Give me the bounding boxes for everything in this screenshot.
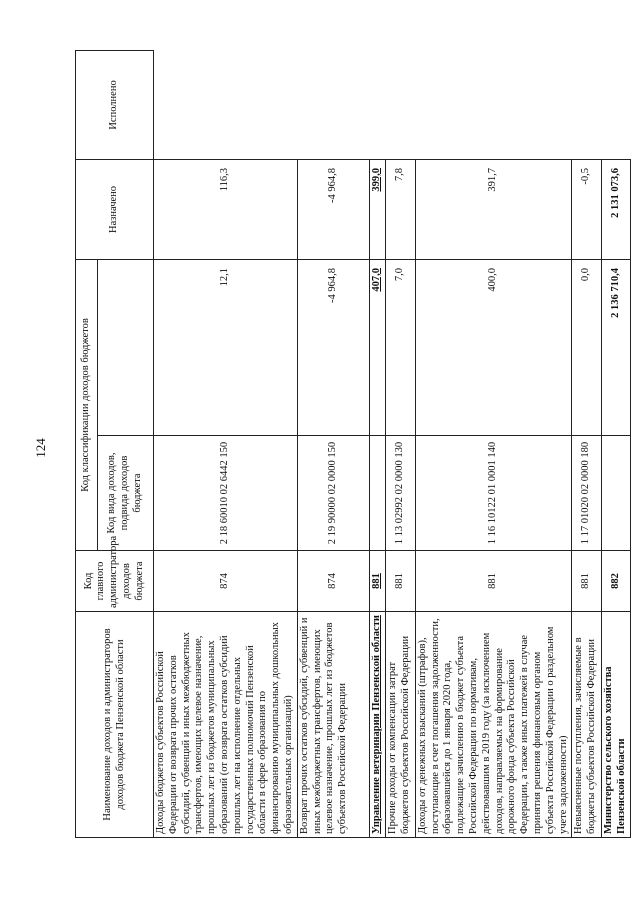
header-executed: Исполнено [76, 50, 154, 159]
row-assigned: 2 136 710,4 [602, 259, 631, 435]
row-name: Прочие доходы от компенсации затрат бюджетов субъектов Российской Федерации [385, 612, 415, 838]
row-type-code: 1 16 10122 01 0001 140 [415, 436, 572, 551]
table-row [369, 50, 385, 837]
table-row [297, 50, 369, 837]
row-type-code: 1 13 02992 02 0000 130 [385, 436, 415, 551]
row-executed: -0,5 [572, 159, 602, 259]
row-admin-code: 874 [154, 551, 298, 612]
row-admin-code: 881 [385, 551, 415, 612]
row-admin-code: 874 [297, 551, 369, 612]
row-type-code [369, 436, 385, 551]
row-name: Невыясненные поступления, зачисляемые в бюджеты субъектов Российской Федерации [572, 612, 602, 838]
header-admin-code: Код главного администратора доходов бюджета [76, 551, 154, 612]
row-executed: 2 131 073,6 [602, 159, 631, 259]
row-type-code: 2 19 90000 02 0000 150 [297, 436, 369, 551]
row-executed: -4 964,8 [297, 159, 369, 259]
header-classification: Код классификации доходов бюджетов [76, 259, 98, 550]
revenue-table [75, 50, 631, 838]
table-row [385, 50, 415, 837]
row-name: Доходы бюджетов субъектов Российской Федерации от возврата прочих остатков субсидий, субвенций и иных межбюджетных трансфертов, имеющих целевое назначение, прошлых лет из бюджетов муниципальных образований (от возврата остатков субсидий прошлых лет на исполнение отдельных государственных полномочий Пензенской области в сфере образования по финансированию муниципальных дошкольных образовательных организаций) [154, 612, 298, 838]
row-name: Управление ветеринарии Пензенской области [369, 612, 385, 838]
row-executed: 7,8 [385, 159, 415, 259]
row-admin-code: 882 [602, 551, 631, 612]
header-type-code: Код вида доходов, подвида доходов бюджета [98, 436, 154, 551]
row-assigned: 0,0 [572, 259, 602, 435]
row-type-code: 1 17 01020 02 0000 180 [572, 436, 602, 551]
table-row [602, 50, 631, 837]
row-name: Возврат прочих остатков субсидий, субвенций и иных межбюджетных трансфертов, имеющих целевое назначение, прошлых лет из бюджетов субъектов Российской Федерации [297, 612, 369, 838]
table-row [415, 50, 572, 837]
page-number: 124 [33, 438, 48, 458]
row-type-code [602, 436, 631, 551]
row-name: Доходы от денежных взысканий (штрафов), поступающие в счет погашения задолженности, образовавшейся до 1 января 2020 года, подлежащие зачислению в бюджет субъекта Российской Федерации по нормативам, действовавшим в 2019 году (за исключением доходов, направляемых на формирование дорожного фонда субъекта Российской Федерации, а также иных платежей в случае принятия решения финансовым органом субъекта Российской Федерации о раздельном учете задолженности) [415, 612, 572, 838]
row-admin-code: 881 [415, 551, 572, 612]
row-admin-code: 881 [572, 551, 602, 612]
row-executed: 116,3 [154, 159, 298, 259]
row-name: Министерство сельского хозяйства Пензенской области [602, 612, 631, 838]
row-admin-code: 881 [369, 551, 385, 612]
row-assigned: 12,1 [154, 259, 298, 435]
row-assigned: 407,0 [369, 259, 385, 435]
row-assigned: -4 964,8 [297, 259, 369, 435]
table-row [154, 50, 298, 837]
row-type-code: 2 18 60010 02 6442 150 [154, 436, 298, 551]
row-executed: 391,7 [415, 159, 572, 259]
header-name: Наименование доходов и администраторов доходов бюджета Пензенской области [76, 612, 154, 838]
row-assigned: 400,0 [415, 259, 572, 435]
row-assigned: 7,0 [385, 259, 415, 435]
header-assigned: Назначено [76, 159, 154, 259]
table-row [572, 50, 602, 837]
rotated-page-content [75, 51, 628, 838]
row-executed: 399,0 [369, 159, 385, 259]
